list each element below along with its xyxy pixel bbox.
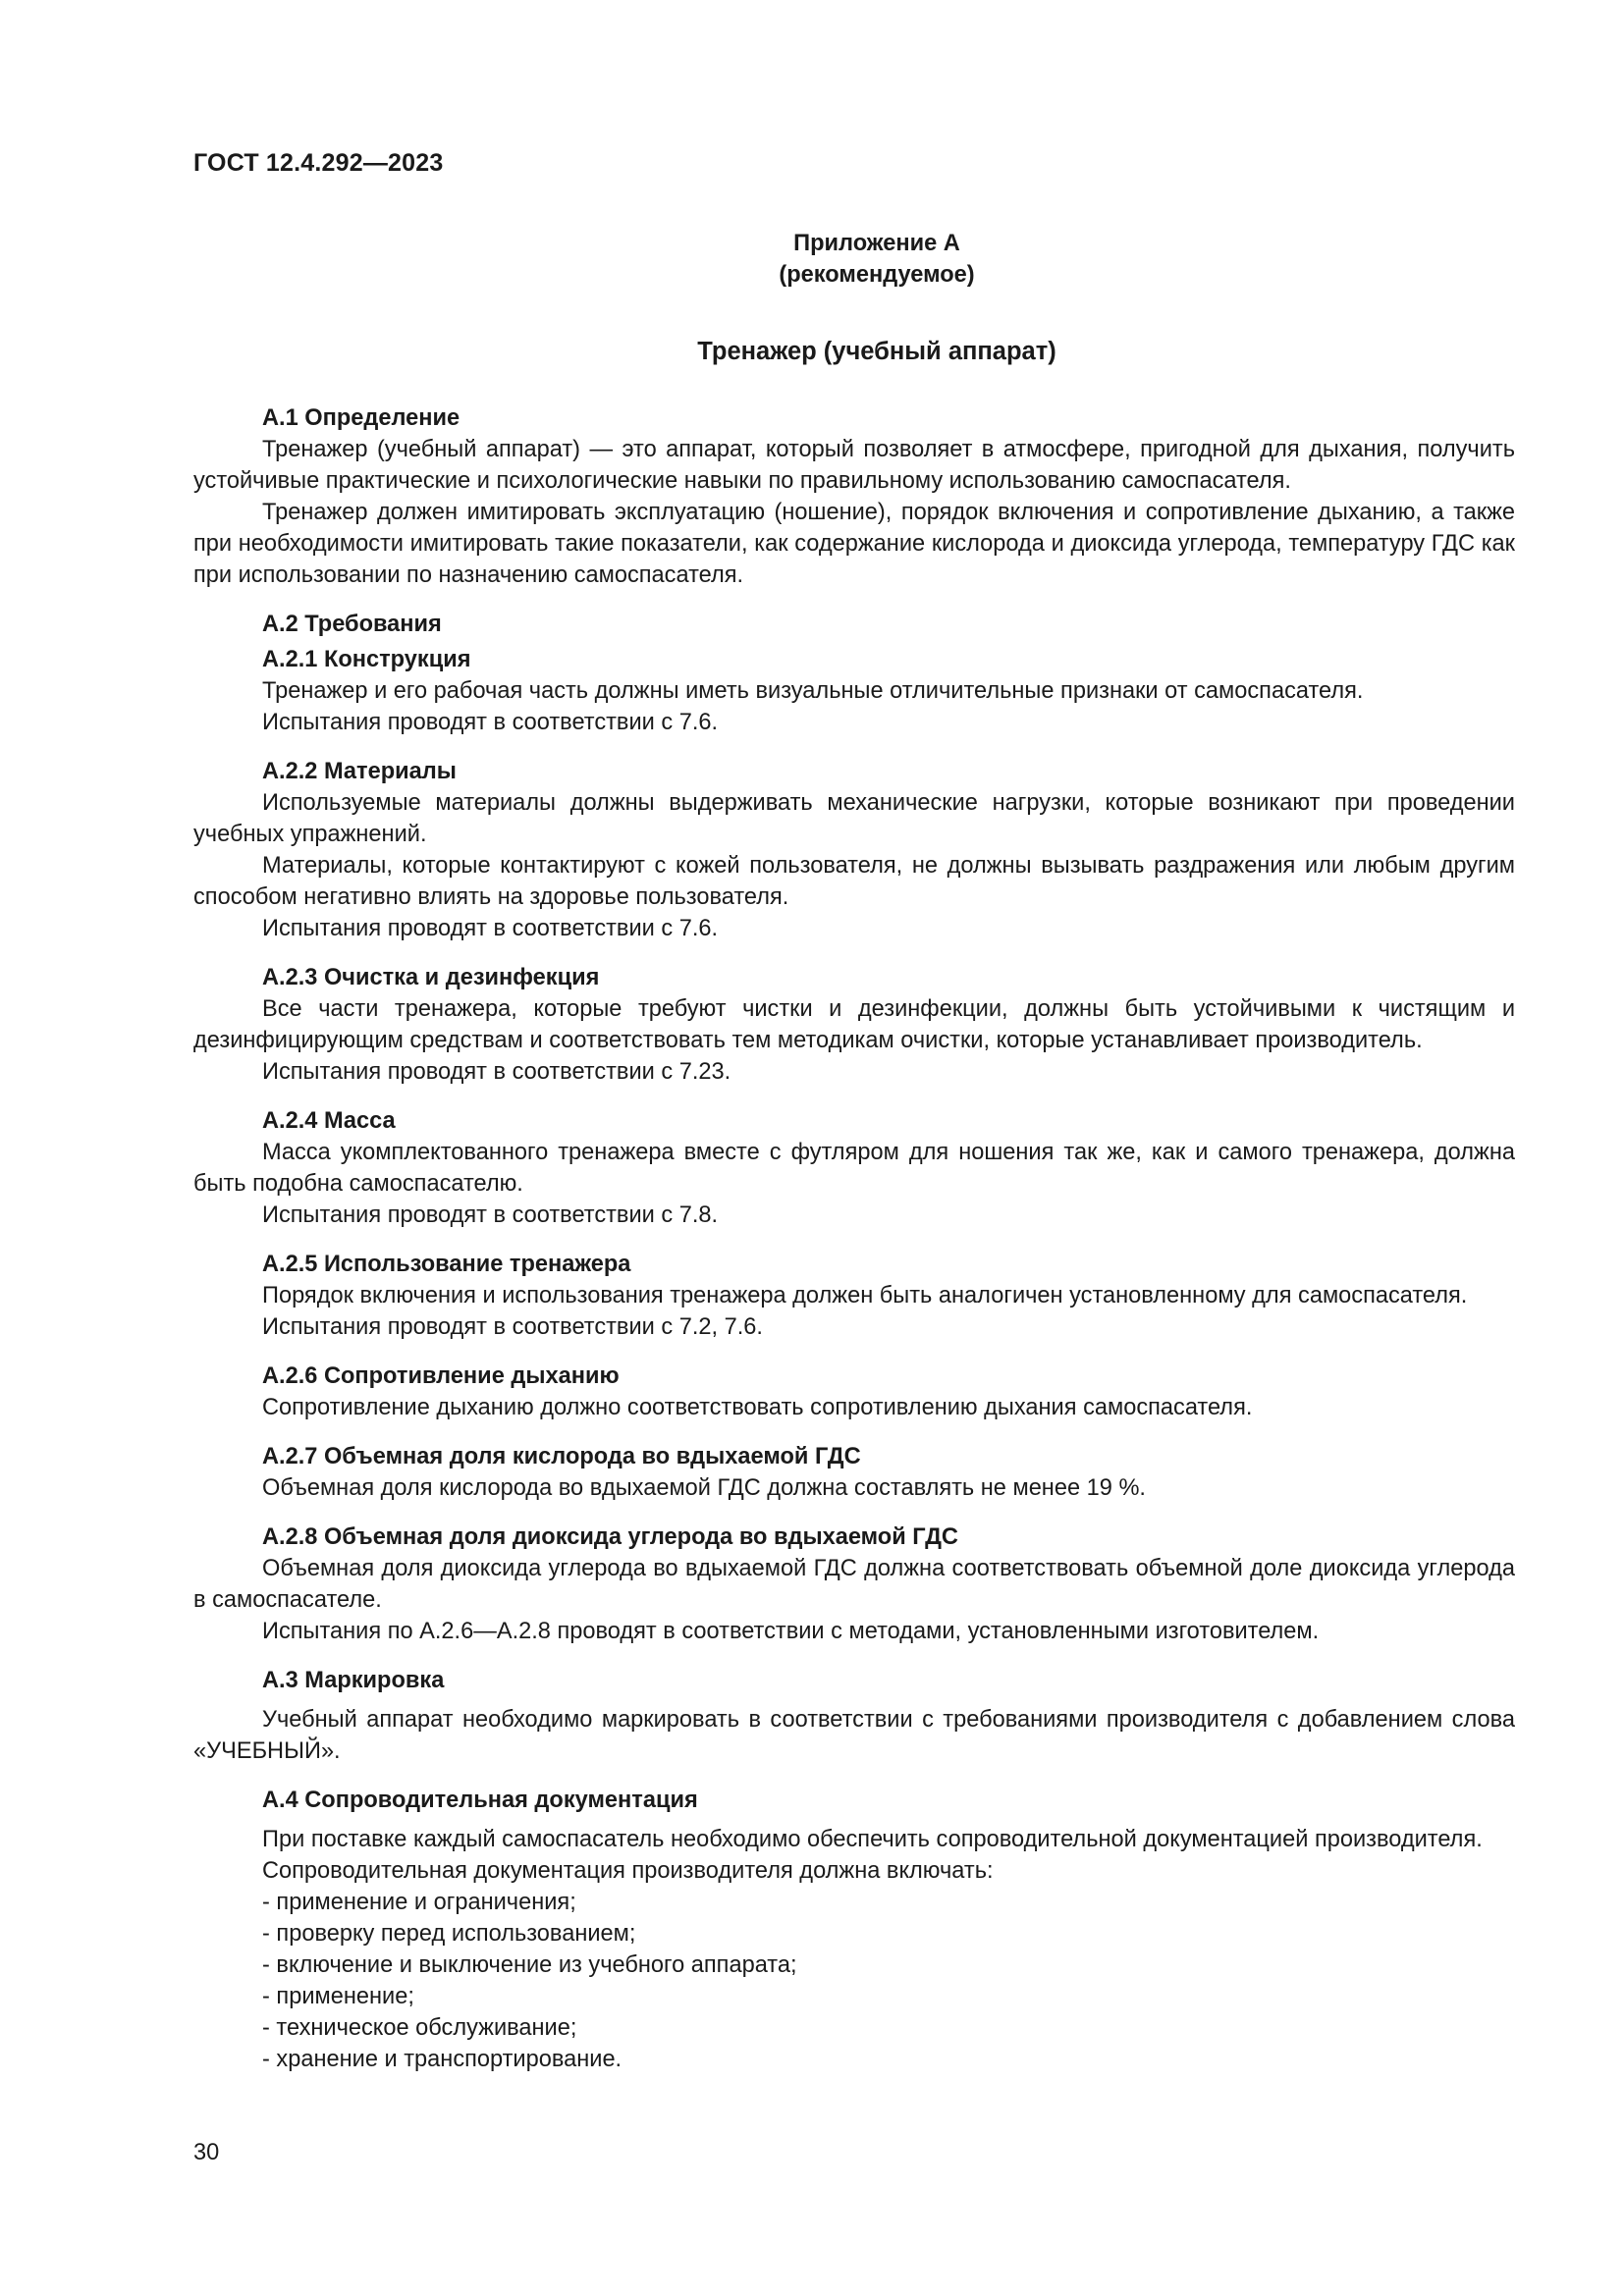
subsection-heading: А.2.8 Объемная доля диоксида углерода во вдыхаемой ГДС bbox=[262, 1524, 958, 1550]
paragraph: Тренажер должен имитировать эксплуатацию (ношение), порядок включения и сопротивление дыханию, а также при необходимости имитировать такие показатели, как содержание кислорода и диоксида углерода, температуру ГДС как при использовании по назначению самоспасателя. bbox=[193, 500, 1515, 588]
annex-status: (рекомендуемое) bbox=[779, 262, 975, 288]
section-a2-6 bbox=[193, 1361, 1515, 1423]
subsection-heading: А.2.4 Масса bbox=[262, 1108, 396, 1134]
document-body bbox=[193, 228, 1515, 2075]
page-number: 30 bbox=[193, 2140, 220, 2165]
paragraph: Объемная доля диоксида углерода во вдыхаемой ГДС должна соответствовать объемной доле диоксида углерода в самоспасателе. bbox=[193, 1556, 1515, 1613]
paragraph: Сопротивление дыханию должно соответствовать сопротивлению дыхания самоспасателя. bbox=[262, 1395, 1253, 1420]
standard-code: ГОСТ 12.4.292—2023 bbox=[193, 149, 444, 177]
paragraph: Порядок включения и использования тренажера должен быть аналогичен установленному для самоспасателя. bbox=[262, 1283, 1468, 1308]
section-a2-7 bbox=[193, 1441, 1515, 1504]
paragraph: Все части тренажера, которые требуют чистки и дезинфекции, должны быть устойчивыми к чистящим и дезинфицирующим средствам и соответствовать тем методикам очистки, которые устанавливает производитель. bbox=[193, 996, 1515, 1053]
paragraph: Испытания по А.2.6—А.2.8 проводят в соответствии с методами, установленными изготовителем. bbox=[262, 1619, 1320, 1644]
list-item: - проверку перед использованием; bbox=[262, 1918, 1515, 1949]
section-heading: А.1 Определение bbox=[262, 405, 460, 431]
paragraph: Масса укомплектованного тренажера вместе с футляром для ношения так же, как и самого тренажера, должна быть подобна самоспасателю. bbox=[193, 1140, 1515, 1197]
subsection-heading: А.2.6 Сопротивление дыханию bbox=[262, 1363, 620, 1389]
paragraph: Объемная доля кислорода во вдыхаемой ГДС должна составлять не менее 19 %. bbox=[262, 1475, 1146, 1501]
paragraph: Испытания проводят в соответствии с 7.8. bbox=[262, 1202, 719, 1228]
paragraph: Тренажер (учебный аппарат) — это аппарат, который позволяет в атмосфере, пригодной для дыхания, получить устойчивые практические и психологические навыки по правильному использованию самоспасателя. bbox=[193, 437, 1515, 494]
documentation-list bbox=[193, 1887, 1515, 2075]
section-a1 bbox=[193, 402, 1515, 591]
section-a4 bbox=[193, 1785, 1515, 2075]
paragraph: Учебный аппарат необходимо маркировать в соответствии с требованиями производителя с добавлением слова «УЧЕБНЫЙ». bbox=[193, 1707, 1515, 1764]
section-a2-3 bbox=[193, 962, 1515, 1088]
paragraph: Материалы, которые контактируют с кожей пользователя, не должны вызывать раздражения или любым другим способом негативно влиять на здоровье пользователя. bbox=[193, 853, 1515, 910]
list-item: - хранение и транспортирование. bbox=[262, 2044, 1515, 2075]
section-a2-8 bbox=[193, 1522, 1515, 1647]
paragraph: Сопроводительная документация производителя должна включать: bbox=[262, 1858, 994, 1884]
paragraph: Испытания проводят в соответствии с 7.6. bbox=[262, 710, 719, 735]
paragraph: Испытания проводят в соответствии с 7.2, 7.6. bbox=[262, 1314, 763, 1340]
subsection-heading: А.2.7 Объемная доля кислорода во вдыхаемой ГДС bbox=[262, 1444, 861, 1469]
section-a2 bbox=[193, 609, 1515, 738]
paragraph: При поставке каждый самоспасатель необходимо обеспечить сопроводительной документацией производителя. bbox=[262, 1827, 1483, 1852]
section-heading: А.3 Маркировка bbox=[262, 1668, 445, 1693]
subsection-heading: А.2.1 Конструкция bbox=[262, 647, 471, 672]
annex-label: Приложение А bbox=[793, 231, 960, 256]
paragraph: Испытания проводят в соответствии с 7.23. bbox=[262, 1059, 731, 1085]
section-heading: А.4 Сопроводительная документация bbox=[262, 1788, 698, 1813]
list-item: - применение и ограничения; bbox=[262, 1887, 1515, 1918]
section-a3 bbox=[193, 1665, 1515, 1767]
paragraph: Тренажер и его рабочая часть должны иметь визуальные отличительные признаки от самоспасателя. bbox=[262, 678, 1364, 704]
section-heading: А.2 Требования bbox=[262, 612, 442, 637]
paragraph: Используемые материалы должны выдерживать механические нагрузки, которые возникают при проведении учебных упражнений. bbox=[193, 790, 1515, 847]
section-a2-4 bbox=[193, 1105, 1515, 1231]
section-a2-5 bbox=[193, 1249, 1515, 1343]
paragraph: Испытания проводят в соответствии с 7.6. bbox=[262, 916, 719, 941]
section-a2-2 bbox=[193, 756, 1515, 944]
subsection-heading: А.2.2 Материалы bbox=[262, 759, 457, 784]
list-item: - включение и выключение из учебного аппарата; bbox=[262, 1949, 1515, 1981]
list-item: - техническое обслуживание; bbox=[262, 2012, 1515, 2044]
subsection-heading: А.2.5 Использование тренажера bbox=[262, 1252, 631, 1277]
annex-title: Тренажер (учебный аппарат) bbox=[697, 338, 1056, 365]
subsection-heading: А.2.3 Очистка и дезинфекция bbox=[262, 965, 600, 990]
list-item: - применение; bbox=[262, 1981, 1515, 2012]
